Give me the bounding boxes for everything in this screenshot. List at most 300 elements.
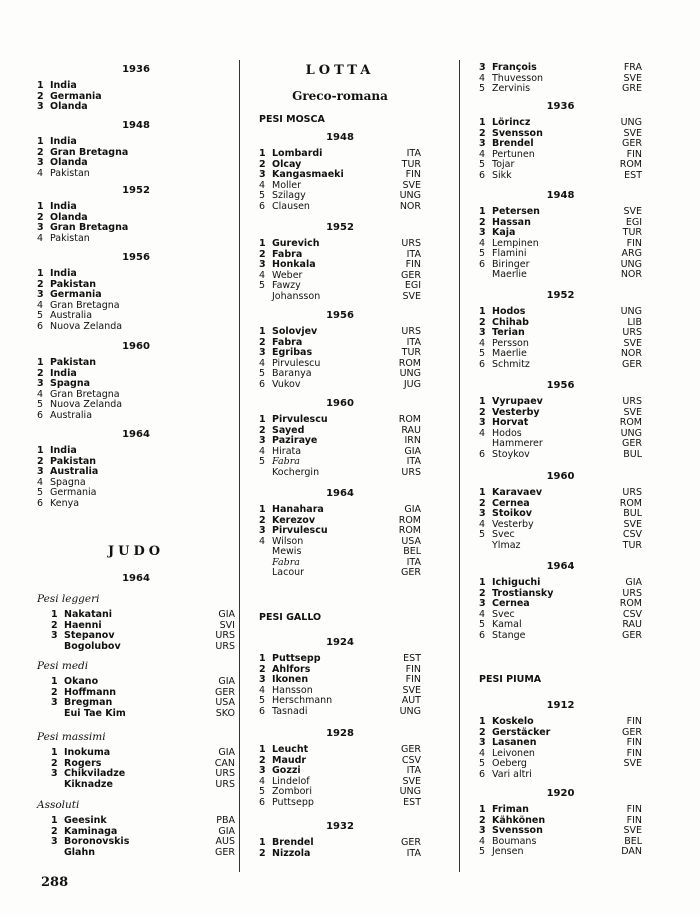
result-row bbox=[479, 417, 642, 428]
athlete-name: Hammerer bbox=[492, 438, 543, 449]
result-row bbox=[259, 776, 421, 787]
athlete-name: Hodos bbox=[492, 427, 522, 439]
rank: 4 bbox=[37, 232, 44, 244]
result-row bbox=[37, 357, 235, 368]
result-row bbox=[37, 815, 235, 826]
rank: 4 bbox=[479, 608, 486, 620]
country-code: NOR bbox=[620, 269, 642, 280]
rank: 2 bbox=[37, 278, 44, 290]
athlete-name: Oeberg bbox=[492, 758, 527, 769]
rank: 2 bbox=[479, 587, 486, 599]
country-code: GIA bbox=[218, 609, 235, 620]
rank: 3 bbox=[479, 508, 486, 519]
result-row bbox=[479, 269, 642, 280]
athlete-name: Szilagy bbox=[272, 190, 306, 201]
country-code: URS bbox=[215, 778, 235, 790]
year-heading: 1948 bbox=[326, 132, 354, 143]
country-code: GER bbox=[401, 837, 421, 848]
athlete-name: Johansson bbox=[272, 290, 321, 302]
result-row bbox=[479, 540, 642, 551]
column-divider bbox=[239, 60, 240, 872]
country-code: EGI bbox=[625, 216, 642, 228]
result-row bbox=[37, 310, 235, 321]
country-code: ROM bbox=[619, 159, 642, 170]
weight-class-heading: PESI GALLO bbox=[259, 612, 322, 623]
athlete-name: Clausen bbox=[272, 200, 310, 212]
result-row bbox=[479, 487, 642, 498]
athlete-name: Nakatani bbox=[64, 609, 113, 620]
athlete-name: Egribas bbox=[272, 347, 313, 358]
rank: 5 bbox=[479, 758, 486, 769]
athlete-name: Hodos bbox=[492, 306, 526, 317]
result-row bbox=[479, 206, 642, 217]
result-row bbox=[479, 609, 642, 620]
athlete-name: Pirvulescu bbox=[272, 414, 328, 425]
country-code: FIN bbox=[405, 663, 421, 675]
athlete-name: Stepanov bbox=[64, 630, 115, 642]
country-code: GER bbox=[401, 567, 421, 578]
athlete-name: Puttsepp bbox=[272, 653, 321, 664]
result-row bbox=[37, 378, 235, 389]
rank: 1 bbox=[479, 396, 486, 407]
athlete-name: Bregman bbox=[64, 697, 113, 709]
rank: 3 bbox=[259, 674, 266, 685]
result-row bbox=[259, 347, 421, 358]
country-code: USA bbox=[215, 697, 235, 709]
rank: 6 bbox=[479, 629, 486, 641]
athlete-name: Hirata bbox=[272, 445, 302, 457]
rank: 2 bbox=[259, 514, 266, 526]
athlete-name: Pakistan bbox=[50, 278, 97, 290]
result-row bbox=[479, 716, 642, 727]
rank: 4 bbox=[259, 684, 266, 696]
result-row bbox=[37, 91, 235, 102]
rank: 2 bbox=[479, 726, 486, 738]
result-row bbox=[259, 685, 421, 696]
result-row bbox=[259, 546, 421, 557]
athlete-name: Brendel bbox=[272, 837, 314, 848]
athlete-name: Ahlfors bbox=[272, 663, 311, 675]
country-code: RAU bbox=[401, 424, 421, 436]
country-code: GER bbox=[215, 686, 235, 698]
result-row bbox=[479, 128, 642, 139]
year-heading: 1936 bbox=[546, 101, 575, 112]
country-code: URS bbox=[622, 327, 642, 338]
athlete-name: Cernea bbox=[492, 497, 530, 509]
athlete-name: Pertunen bbox=[492, 148, 535, 160]
athlete-name: Olanda bbox=[50, 101, 88, 113]
country-code: EST bbox=[624, 169, 642, 181]
rank: 4 bbox=[479, 237, 486, 249]
country-code: SVE bbox=[623, 206, 642, 217]
rank: 4 bbox=[479, 148, 486, 160]
rank: 1 bbox=[37, 268, 44, 279]
result-row bbox=[259, 435, 421, 446]
rank: 6 bbox=[37, 410, 44, 421]
result-row bbox=[259, 567, 421, 578]
country-code: GER bbox=[622, 726, 642, 738]
athlete-name: Haenni bbox=[64, 619, 102, 631]
athlete-name: Vari altri bbox=[492, 768, 532, 780]
rank: 3 bbox=[479, 327, 486, 338]
country-code: PBA bbox=[216, 815, 235, 826]
result-row bbox=[259, 249, 421, 260]
rank: 3 bbox=[259, 259, 266, 270]
weight-class-heading: PESI PIUMA bbox=[479, 674, 542, 685]
rank: 2 bbox=[37, 146, 44, 158]
country-code: UNG bbox=[620, 427, 642, 439]
rank: 1 bbox=[37, 201, 44, 212]
result-row bbox=[479, 338, 642, 349]
rank: 1 bbox=[259, 238, 266, 249]
country-code: CSV bbox=[622, 608, 642, 620]
rank: 1 bbox=[51, 747, 58, 758]
result-row bbox=[259, 270, 421, 281]
rank: 3 bbox=[479, 138, 486, 149]
country-code: SVE bbox=[623, 72, 642, 84]
result-row bbox=[259, 414, 421, 425]
rank: 6 bbox=[259, 200, 266, 212]
rank: 1 bbox=[259, 837, 266, 848]
rank: 2 bbox=[479, 316, 486, 328]
rank: 4 bbox=[259, 269, 266, 281]
rank: 6 bbox=[37, 498, 44, 509]
rank: 6 bbox=[479, 169, 486, 181]
result-row bbox=[479, 73, 642, 84]
year-heading: 1964 bbox=[326, 488, 354, 499]
rank: 4 bbox=[259, 357, 266, 369]
result-row bbox=[37, 289, 235, 300]
athlete-name: Horvat bbox=[492, 417, 529, 428]
country-code: SVE bbox=[402, 775, 421, 787]
result-row bbox=[479, 804, 642, 815]
country-code: EGI bbox=[404, 280, 421, 291]
rank: 3 bbox=[259, 169, 266, 180]
athlete-name: Petersen bbox=[492, 206, 540, 217]
athlete-name: Herschmann bbox=[272, 695, 333, 706]
result-row bbox=[37, 630, 235, 641]
rank: 1 bbox=[51, 815, 58, 826]
result-row bbox=[259, 557, 421, 568]
athlete-name: Fabra bbox=[272, 556, 300, 568]
athlete-name: Kangasmaeki bbox=[272, 169, 344, 180]
athlete-name: Trostiansky bbox=[492, 587, 554, 599]
rank: 1 bbox=[479, 577, 486, 588]
year-heading: 1948 bbox=[546, 190, 575, 201]
country-code: CSV bbox=[401, 754, 421, 766]
result-row bbox=[479, 306, 642, 317]
rank: 3 bbox=[479, 598, 486, 609]
result-row bbox=[259, 797, 421, 808]
rank: 2 bbox=[479, 497, 486, 509]
country-code: GER bbox=[622, 629, 642, 641]
country-code: URS bbox=[401, 238, 421, 249]
year-heading: 1956 bbox=[326, 310, 354, 321]
rank: 1 bbox=[37, 357, 44, 368]
athlete-name: Svensson bbox=[492, 127, 543, 139]
result-row bbox=[37, 212, 235, 223]
result-row bbox=[259, 337, 421, 348]
result-row bbox=[37, 201, 235, 212]
rank: 5 bbox=[479, 83, 486, 94]
athlete-name: Svensson bbox=[492, 825, 543, 836]
rank: 2 bbox=[51, 686, 58, 698]
rank: 5 bbox=[479, 529, 486, 540]
column-divider bbox=[459, 60, 460, 872]
result-row bbox=[479, 149, 642, 160]
result-row bbox=[479, 846, 642, 857]
country-code: URS bbox=[215, 640, 235, 652]
athlete-name: Sayed bbox=[272, 424, 305, 436]
year-heading: 1960 bbox=[326, 398, 354, 409]
athlete-name: Cernea bbox=[492, 598, 530, 609]
athlete-name: Kähkönen bbox=[492, 814, 546, 826]
result-row bbox=[37, 389, 235, 400]
result-row bbox=[37, 321, 235, 332]
year-heading: 1960 bbox=[122, 341, 150, 352]
result-row bbox=[37, 279, 235, 290]
rank: 2 bbox=[479, 406, 486, 418]
rank: 6 bbox=[479, 358, 486, 370]
result-row bbox=[37, 101, 235, 112]
rank: 2 bbox=[259, 754, 266, 766]
rank: 4 bbox=[259, 445, 266, 457]
country-code: GER bbox=[401, 269, 421, 281]
page-number: 288 bbox=[41, 875, 69, 890]
rank: 4 bbox=[479, 747, 486, 759]
country-code: GIA bbox=[218, 825, 235, 837]
country-code: NOR bbox=[620, 348, 642, 359]
result-row bbox=[37, 836, 235, 847]
rank: 5 bbox=[259, 190, 266, 201]
rank: 3 bbox=[51, 630, 58, 642]
athlete-name: Kamal bbox=[492, 619, 522, 630]
result-row bbox=[259, 259, 421, 270]
country-code: FIN bbox=[405, 169, 421, 180]
rank: 2 bbox=[479, 814, 486, 826]
country-code: ITA bbox=[406, 148, 421, 159]
country-code: SVE bbox=[623, 127, 642, 139]
rank: 3 bbox=[479, 227, 486, 238]
year-heading: 1936 bbox=[122, 64, 150, 75]
country-code: UNG bbox=[399, 786, 421, 797]
rank: 5 bbox=[259, 280, 266, 291]
result-row bbox=[479, 117, 642, 128]
result-row bbox=[37, 747, 235, 758]
result-row bbox=[479, 529, 642, 540]
athlete-name: Weber bbox=[272, 269, 303, 281]
rank: 2 bbox=[51, 619, 58, 631]
result-row bbox=[37, 641, 235, 652]
rank: 1 bbox=[479, 487, 486, 498]
rank: 3 bbox=[259, 525, 266, 536]
result-row bbox=[37, 487, 235, 498]
country-code: SKO bbox=[215, 707, 235, 719]
result-row bbox=[259, 368, 421, 379]
athlete-name: India bbox=[50, 367, 77, 379]
result-row bbox=[37, 687, 235, 698]
rank: 1 bbox=[479, 117, 486, 128]
rank: 5 bbox=[259, 368, 266, 379]
country-code: UNG bbox=[399, 368, 421, 379]
athlete-name: Kenya bbox=[50, 498, 80, 509]
athlete-name: Wilson bbox=[272, 535, 304, 547]
result-row bbox=[479, 588, 642, 599]
rank: 5 bbox=[37, 399, 44, 411]
year-heading: 1928 bbox=[326, 728, 354, 739]
athlete-name: Nuova Zelanda bbox=[50, 399, 123, 411]
country-code: UNG bbox=[399, 190, 421, 201]
country-code: GIA bbox=[218, 676, 235, 687]
athlete-name: Ylmaz bbox=[492, 539, 521, 551]
country-code: FIN bbox=[626, 747, 642, 759]
athlete-name: Gozzi bbox=[272, 765, 301, 776]
athlete-name: Lasanen bbox=[492, 737, 537, 748]
country-code: AUS bbox=[215, 836, 235, 848]
rank: 4 bbox=[479, 427, 486, 439]
result-row bbox=[37, 609, 235, 620]
rank: 1 bbox=[37, 136, 44, 147]
result-row bbox=[479, 438, 642, 449]
country-code: ITA bbox=[406, 556, 421, 568]
weight-class-heading: Pesi medi bbox=[37, 660, 89, 672]
result-row bbox=[479, 577, 642, 588]
result-row bbox=[37, 708, 235, 719]
country-code: SVE bbox=[623, 518, 642, 530]
athlete-name: Leivonen bbox=[492, 747, 535, 759]
year-heading: 1956 bbox=[546, 380, 575, 391]
country-code: LIB bbox=[627, 316, 642, 328]
country-code: SVE bbox=[402, 290, 421, 302]
athlete-name: Vesterby bbox=[492, 406, 540, 418]
athlete-name: Pakistan bbox=[50, 455, 97, 467]
athlete-name: Persson bbox=[492, 337, 529, 349]
result-row bbox=[37, 136, 235, 147]
country-code: URS bbox=[215, 630, 235, 642]
rank: 1 bbox=[479, 804, 486, 815]
rank: 2 bbox=[37, 367, 44, 379]
rank: 3 bbox=[259, 347, 266, 358]
result-row bbox=[479, 259, 642, 270]
result-row bbox=[259, 159, 421, 170]
rank: 5 bbox=[259, 695, 266, 706]
result-row bbox=[479, 598, 642, 609]
result-row bbox=[37, 233, 235, 244]
country-code: ROM bbox=[398, 357, 421, 369]
country-code: UNG bbox=[399, 705, 421, 717]
rank: 3 bbox=[479, 737, 486, 748]
country-code: GER bbox=[215, 846, 235, 858]
athlete-name: Hassan bbox=[492, 216, 531, 228]
athlete-name: Kochergin bbox=[272, 466, 320, 478]
result-row bbox=[259, 201, 421, 212]
athlete-name: Maerlie bbox=[492, 348, 527, 359]
country-code: FIN bbox=[626, 814, 642, 826]
year-heading: 1952 bbox=[326, 222, 354, 233]
result-row bbox=[259, 379, 421, 390]
result-row bbox=[37, 466, 235, 477]
rank: 1 bbox=[259, 326, 266, 337]
athlete-name: Okano bbox=[64, 676, 99, 687]
athlete-name: Stoykov bbox=[492, 448, 530, 460]
rank: 2 bbox=[259, 424, 266, 436]
weight-class-heading: Assoluti bbox=[37, 799, 80, 811]
country-code: ROM bbox=[398, 514, 421, 526]
athlete-name: Gran Bretagna bbox=[50, 222, 129, 234]
athlete-name: Ichiguchi bbox=[492, 577, 541, 588]
athlete-name: Moller bbox=[272, 179, 302, 191]
result-row bbox=[37, 826, 235, 837]
rank: 2 bbox=[37, 211, 44, 223]
athlete-name: Nizzola bbox=[272, 847, 311, 859]
rank: 2 bbox=[259, 248, 266, 260]
athlete-name: Paziraye bbox=[272, 435, 318, 446]
athlete-name: Kaminaga bbox=[64, 825, 118, 837]
result-row bbox=[479, 327, 642, 338]
rank: 4 bbox=[37, 299, 44, 311]
athlete-name: Spagna bbox=[50, 476, 86, 488]
country-code: ROM bbox=[619, 417, 642, 428]
country-code: BUL bbox=[623, 508, 642, 519]
result-row bbox=[37, 168, 235, 179]
result-row bbox=[479, 396, 642, 407]
athlete-name: Fabra bbox=[272, 336, 303, 348]
result-row bbox=[37, 368, 235, 379]
result-row bbox=[259, 664, 421, 675]
country-code: TUR bbox=[622, 539, 642, 551]
result-row bbox=[479, 62, 642, 73]
result-row bbox=[259, 148, 421, 159]
athlete-name: Inokuma bbox=[64, 747, 111, 758]
result-row bbox=[259, 456, 421, 467]
rank: 1 bbox=[51, 676, 58, 687]
result-row bbox=[479, 428, 642, 439]
rank: 3 bbox=[37, 222, 44, 234]
athlete-name: Fabra bbox=[272, 248, 303, 260]
athlete-name: Australia bbox=[50, 410, 93, 421]
result-row bbox=[259, 695, 421, 706]
athlete-name: Koskelo bbox=[492, 716, 534, 727]
athlete-name: Nuova Zelanda bbox=[50, 321, 123, 332]
country-code: IRN bbox=[404, 435, 421, 446]
athlete-name: Svec bbox=[492, 529, 515, 540]
result-row bbox=[259, 238, 421, 249]
athlete-name: Boumans bbox=[492, 835, 537, 847]
athlete-name: Mewis bbox=[272, 546, 302, 557]
rank: 4 bbox=[479, 337, 486, 349]
country-code: TUR bbox=[401, 158, 421, 170]
rank: 1 bbox=[259, 414, 266, 425]
year-heading: 1912 bbox=[546, 700, 575, 711]
rank: 2 bbox=[37, 90, 44, 102]
athlete-name: Spagna bbox=[50, 378, 91, 390]
rank: 3 bbox=[37, 101, 44, 113]
athlete-name: Puttsepp bbox=[272, 796, 314, 808]
rank: 3 bbox=[259, 765, 266, 776]
country-code: FIN bbox=[405, 259, 421, 270]
result-row bbox=[259, 653, 421, 664]
athlete-name: Gran Bretagna bbox=[50, 146, 129, 158]
country-code: USA bbox=[401, 535, 421, 547]
country-code: URS bbox=[401, 326, 421, 337]
athlete-name: Australia bbox=[50, 466, 99, 478]
rank: 6 bbox=[259, 796, 266, 808]
rank: 6 bbox=[479, 448, 486, 460]
result-row bbox=[259, 765, 421, 776]
country-code: ITA bbox=[406, 847, 421, 859]
result-row bbox=[259, 706, 421, 717]
result-row bbox=[479, 83, 642, 94]
